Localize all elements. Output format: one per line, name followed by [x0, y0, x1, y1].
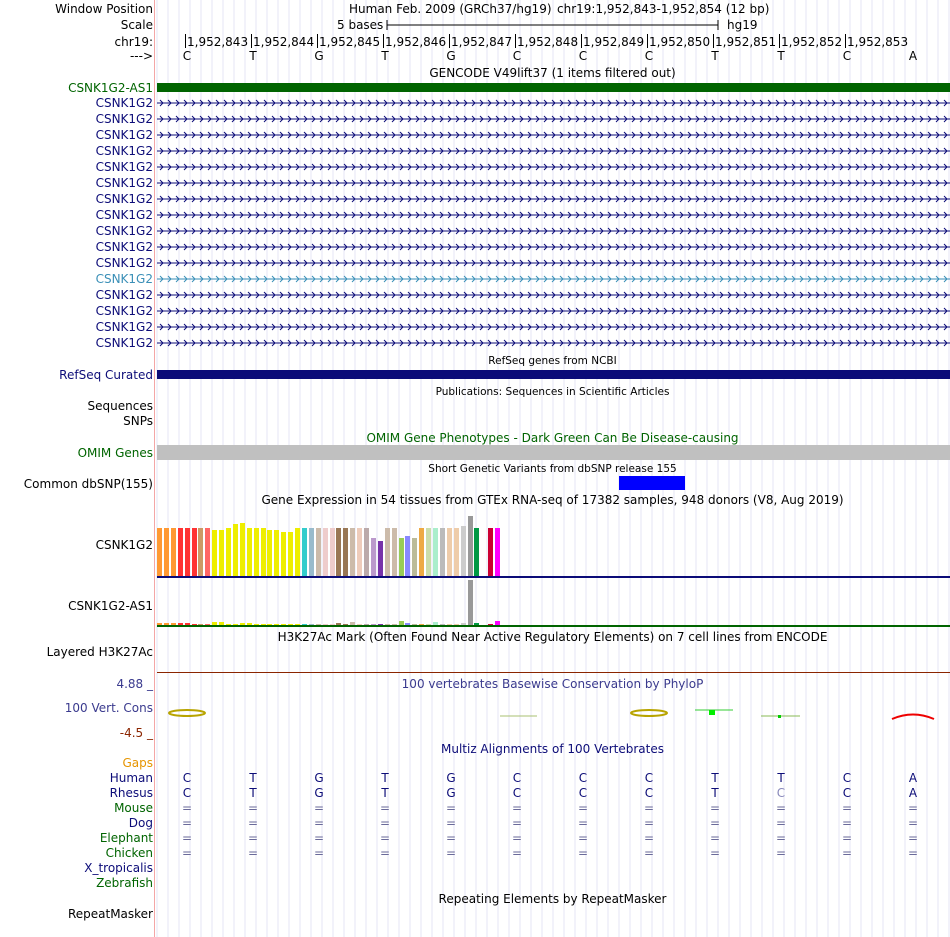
multiz-aligned-base: = — [247, 846, 259, 860]
gencode-transcript-feature[interactable] — [157, 115, 950, 123]
omim-track-title: OMIM Gene Phenotypes - Dark Green Can Be Disease-causing — [366, 431, 739, 445]
gtex-gene1-bar[interactable] — [205, 528, 210, 576]
dbsnp-label[interactable]: Common dbSNP(155) — [23, 477, 153, 491]
multiz-aligned-base: C — [578, 786, 588, 800]
multiz-aligned-base: C — [512, 786, 522, 800]
base-letter: C — [644, 49, 654, 63]
ruler-tick — [845, 34, 846, 48]
gencode-transcript-feature[interactable] — [157, 323, 950, 331]
multiz-aligned-base: T — [381, 771, 389, 785]
gencode-transcript-feature[interactable] — [157, 179, 950, 187]
gtex-gene1-bar[interactable] — [392, 528, 397, 576]
phylop-track-title: 100 vertebrates Basewise Conservation by PhyloP — [401, 677, 704, 691]
ruler-position-label: 1,952,844 — [253, 35, 315, 49]
h3k27ac-baseline — [157, 672, 950, 673]
ruler-position-label: 1,952,843 — [187, 35, 249, 49]
multiz-aligned-base: = — [511, 801, 523, 815]
gtex-gene1-bar[interactable] — [357, 528, 362, 576]
multiz-aligned-base: = — [643, 831, 655, 845]
ruler-position-label: 1,952,853 — [847, 35, 909, 49]
gencode-transcript-label[interactable]: CSNK1G2 — [95, 240, 153, 254]
gtex-gene1-bar[interactable] — [302, 528, 307, 576]
ruler-tick — [647, 34, 648, 48]
multiz-aligned-base: = — [445, 801, 457, 815]
ruler-position-label: 1,952,851 — [715, 35, 777, 49]
refseq-feature[interactable] — [157, 370, 950, 379]
multiz-aligned-base: = — [313, 831, 325, 845]
gencode-transcript-label[interactable]: CSNK1G2 — [95, 192, 153, 206]
publications-track-title: Publications: Sequences in Scientific Articles — [435, 386, 670, 398]
phylop-min-label: -4.5 _ — [119, 726, 153, 740]
multiz-aligned-base: = — [907, 801, 919, 815]
multiz-aligned-base: = — [643, 846, 655, 860]
gtex-gene1-bar[interactable] — [254, 528, 259, 576]
multiz-aligned-base: = — [181, 801, 193, 815]
gtex-gene1-bar[interactable] — [412, 538, 417, 576]
gencode-transcript-label[interactable]: CSNK1G2 — [95, 320, 153, 334]
multiz-aligned-base: = — [379, 801, 391, 815]
h3k27ac-track-title: H3K27Ac Mark (Often Found Near Active Regulatory Elements) on 7 cell lines from ENCODE — [277, 630, 828, 644]
gtex-gene1-bar[interactable] — [198, 528, 203, 576]
gencode-transcript-feature[interactable] — [157, 163, 950, 171]
scale-text: 5 bases — [337, 18, 384, 32]
gtex-gene1-bar[interactable] — [157, 528, 162, 576]
multiz-species-label[interactable]: X_tropicalis — [84, 861, 153, 875]
gtex-gene2-divider — [157, 625, 950, 627]
gtex-gene1-bar[interactable] — [371, 538, 376, 576]
gtex-gene1-bar[interactable] — [323, 528, 328, 576]
multiz-aligned-base: = — [643, 801, 655, 815]
gtex-gene1-bar[interactable] — [330, 528, 335, 576]
ruler-tick — [515, 34, 516, 48]
gencode-transcript-feature[interactable] — [157, 211, 950, 219]
gtex-gene1-bar[interactable] — [171, 528, 176, 576]
gtex-gene1-bar[interactable] — [226, 528, 231, 576]
ruler-tick — [449, 34, 450, 48]
multiz-aligned-base: C — [578, 771, 588, 785]
scale-bar — [385, 18, 725, 32]
gtex-gene1-bar[interactable] — [488, 528, 493, 576]
gtex-gene1-bar[interactable] — [192, 528, 197, 576]
gtex-gene1-divider — [157, 576, 950, 578]
gencode-transcript-feature[interactable] — [157, 243, 950, 251]
multiz-aligned-base: = — [577, 846, 589, 860]
base-letter: T — [711, 49, 719, 63]
phylop-max-label: 4.88 _ — [116, 677, 153, 691]
gencode-transcript-label[interactable]: CSNK1G2 — [95, 208, 153, 222]
gtex-gene1-label[interactable]: CSNK1G2 — [95, 538, 153, 552]
position-readout[interactable]: chr19:1,952,843-1,952,854 (12 bp) — [557, 2, 770, 16]
gtex-gene1-bar[interactable] — [447, 528, 452, 576]
gencode-transcript-label[interactable]: CSNK1G2 — [95, 336, 153, 350]
gtex-gene1-bar[interactable] — [219, 530, 224, 576]
multiz-aligned-base: = — [511, 816, 523, 830]
ruler-tick — [317, 34, 318, 48]
dbsnp-variant[interactable] — [619, 476, 685, 490]
multiz-aligned-base: = — [445, 831, 457, 845]
gtex-gene1-bar[interactable] — [405, 536, 410, 576]
gtex-gene1-bar[interactable] — [233, 524, 238, 576]
base-letter: C — [842, 49, 852, 63]
gtex-gene1-bar[interactable] — [454, 528, 459, 576]
multiz-aligned-base: = — [907, 816, 919, 830]
multiz-species-label[interactable]: Elephant — [99, 831, 153, 845]
ruler-tick — [713, 34, 714, 48]
gtex-gene1-bar[interactable] — [350, 528, 355, 576]
gencode-as1-feature[interactable] — [157, 83, 950, 92]
multiz-aligned-base: C — [842, 786, 852, 800]
multiz-aligned-base: C — [776, 786, 786, 800]
multiz-aligned-base: = — [775, 846, 787, 860]
gtex-track-title: Gene Expression in 54 tissues from GTEx RNA-seq of 17382 samples, 948 donors (V8, Aug 2019) — [261, 493, 844, 507]
multiz-aligned-base: = — [247, 801, 259, 815]
multiz-aligned-base: = — [379, 831, 391, 845]
multiz-aligned-base: G — [446, 786, 456, 800]
gencode-track-title: GENCODE V49lift37 (1 items filtered out) — [429, 66, 676, 80]
gencode-transcript-feature[interactable] — [157, 291, 950, 299]
gtex-gene1-bar[interactable] — [309, 528, 314, 576]
snps-label[interactable]: SNPs — [123, 414, 153, 428]
gtex-gene1-bar[interactable] — [247, 528, 252, 576]
gtex-gene1-bar[interactable] — [468, 516, 473, 576]
gencode-transcript-label[interactable]: CSNK1G2 — [95, 272, 153, 286]
multiz-species-label[interactable]: Chicken — [105, 846, 153, 860]
gtex-gene1-bar[interactable] — [419, 528, 424, 576]
repeatmasker-label[interactable]: RepeatMasker — [67, 907, 153, 921]
gtex-gene1-bar[interactable] — [212, 530, 217, 576]
base-letter: A — [908, 49, 918, 63]
gtex-gene1-bar[interactable] — [178, 528, 183, 576]
ruler-tick — [185, 34, 186, 48]
gencode-transcript-label[interactable]: CSNK1G2 — [95, 176, 153, 190]
multiz-aligned-base: = — [511, 846, 523, 860]
multiz-species-label[interactable]: Mouse — [114, 801, 153, 815]
gtex-gene2-label[interactable]: CSNK1G2-AS1 — [68, 599, 153, 613]
gtex-gene1-bar[interactable] — [267, 530, 272, 576]
multiz-species-label[interactable]: Rhesus — [109, 786, 153, 800]
gencode-transcript-label[interactable]: CSNK1G2 — [95, 160, 153, 174]
multiz-aligned-base: = — [841, 801, 853, 815]
base-letter: G — [446, 49, 456, 63]
gtex-gene1-bar[interactable] — [240, 523, 245, 576]
multiz-aligned-base: A — [908, 771, 918, 785]
multiz-aligned-base: C — [182, 786, 192, 800]
multiz-aligned-base: = — [775, 801, 787, 815]
multiz-aligned-base: T — [249, 786, 257, 800]
ruler-position-label: 1,952,846 — [385, 35, 447, 49]
multiz-aligned-base: = — [709, 801, 721, 815]
multiz-species-label[interactable]: Human — [109, 771, 153, 785]
strand-arrow-label: ---> — [129, 49, 153, 63]
multiz-aligned-base: = — [709, 816, 721, 830]
gencode-transcript-feature[interactable] — [157, 147, 950, 155]
gencode-transcript-feature[interactable] — [157, 339, 950, 347]
gtex-gene1-bar[interactable] — [495, 528, 500, 576]
gtex-gene1-bar[interactable] — [399, 538, 404, 576]
window-position-label: Window Position — [55, 2, 153, 16]
chr-label: chr19: — [114, 35, 153, 49]
multiz-aligned-base: T — [711, 786, 719, 800]
multiz-species-label[interactable]: Zebrafish — [96, 876, 153, 890]
gtex-gene1-bar[interactable] — [185, 528, 190, 576]
multiz-gaps-label[interactable]: Gaps — [122, 756, 153, 770]
ruler-position-label: 1,952,852 — [781, 35, 843, 49]
gtex-gene1-bar[interactable] — [343, 528, 348, 576]
multiz-aligned-base: = — [577, 816, 589, 830]
multiz-aligned-base: C — [182, 771, 192, 785]
multiz-species-label[interactable]: Dog — [128, 816, 153, 830]
gencode-transcript-feature[interactable] — [157, 275, 950, 283]
base-letter: T — [249, 49, 257, 63]
multiz-aligned-base: T — [777, 771, 785, 785]
multiz-aligned-base: = — [907, 846, 919, 860]
multiz-aligned-base: T — [381, 786, 389, 800]
gtex-gene1-bar[interactable] — [261, 528, 266, 576]
multiz-aligned-base: = — [247, 831, 259, 845]
gencode-transcript-label[interactable]: CSNK1G2 — [95, 144, 153, 158]
omim-feature[interactable] — [157, 445, 950, 460]
gtex-gene1-bar[interactable] — [295, 528, 300, 576]
gtex-gene2-bar[interactable] — [468, 580, 473, 625]
multiz-aligned-base: = — [247, 816, 259, 830]
gencode-transcript-label[interactable]: CSNK1G2 — [95, 224, 153, 238]
gencode-transcript-feature[interactable] — [157, 227, 950, 235]
multiz-aligned-base: = — [313, 801, 325, 815]
multiz-aligned-base: = — [643, 816, 655, 830]
multiz-aligned-base: = — [577, 831, 589, 845]
multiz-aligned-base: = — [775, 831, 787, 845]
multiz-track-title: Multiz Alignments of 100 Vertebrates — [440, 742, 665, 756]
multiz-aligned-base: G — [446, 771, 456, 785]
gtex-gene1-bar[interactable] — [474, 528, 479, 576]
repeatmasker-track-title: Repeating Elements by RepeatMasker — [438, 892, 667, 906]
gtex-gene1-bar[interactable] — [288, 532, 293, 576]
gencode-transcript-label[interactable]: CSNK1G2 — [95, 112, 153, 126]
gtex-gene1-bar[interactable] — [281, 532, 286, 576]
gencode-transcript-label[interactable]: CSNK1G2 — [95, 96, 153, 110]
ruler-position-label: 1,952,849 — [583, 35, 645, 49]
assembly-title: Human Feb. 2009 (GRCh37/hg19) — [349, 2, 552, 16]
ruler-tick — [779, 34, 780, 48]
multiz-aligned-base: = — [577, 801, 589, 815]
multiz-aligned-base: G — [314, 786, 324, 800]
gtex-gene1-bar[interactable] — [316, 528, 321, 576]
gencode-as1-label[interactable]: CSNK1G2-AS1 — [68, 81, 153, 95]
base-letter: C — [578, 49, 588, 63]
gtex-gene1-bar[interactable] — [336, 528, 341, 576]
multiz-aligned-base: T — [249, 771, 257, 785]
multiz-aligned-base: = — [181, 831, 193, 845]
dbsnp-track-title: Short Genetic Variants from dbSNP release 155 — [428, 463, 677, 475]
multiz-aligned-base: C — [842, 771, 852, 785]
ruler-position-label: 1,952,847 — [451, 35, 513, 49]
multiz-aligned-base: T — [711, 771, 719, 785]
gtex-gene1-bar[interactable] — [461, 526, 466, 576]
multiz-aligned-base: G — [314, 771, 324, 785]
scale-label: Scale — [120, 18, 153, 32]
multiz-aligned-base: = — [841, 831, 853, 845]
ruler-position-label: 1,952,845 — [319, 35, 381, 49]
gtex-gene1-bar[interactable] — [385, 528, 390, 576]
multiz-aligned-base: A — [908, 786, 918, 800]
gencode-transcript-label[interactable]: CSNK1G2 — [95, 288, 153, 302]
h3k27ac-label[interactable]: Layered H3K27Ac — [46, 645, 153, 659]
gencode-transcript-label[interactable]: CSNK1G2 — [95, 128, 153, 142]
phylop-signal[interactable] — [155, 700, 950, 728]
ruler-tick — [251, 34, 252, 48]
base-letter: C — [182, 49, 192, 63]
base-letter: T — [381, 49, 389, 63]
ruler-position-label: 1,952,848 — [517, 35, 579, 49]
gencode-transcript-feature[interactable] — [157, 131, 950, 139]
refseq-track-title: RefSeq genes from NCBI — [488, 355, 617, 367]
gtex-gene1-bar[interactable] — [378, 541, 383, 576]
ruler-position-label: 1,952,850 — [649, 35, 711, 49]
multiz-aligned-base: = — [181, 816, 193, 830]
multiz-aligned-base: = — [445, 816, 457, 830]
omim-label[interactable]: OMIM Genes — [77, 446, 153, 460]
gencode-transcript-feature[interactable] — [157, 195, 950, 203]
base-letter: T — [777, 49, 785, 63]
gencode-transcript-feature[interactable] — [157, 259, 950, 267]
db-label: hg19 — [727, 18, 758, 32]
multiz-aligned-base: = — [709, 846, 721, 860]
gencode-transcript-feature[interactable] — [157, 99, 950, 107]
refseq-label[interactable]: RefSeq Curated — [59, 368, 153, 382]
multiz-aligned-base: C — [644, 771, 654, 785]
multiz-aligned-base: = — [445, 846, 457, 860]
gtex-gene1-bar[interactable] — [426, 528, 431, 576]
sequences-label[interactable]: Sequences — [87, 399, 153, 413]
phylop-label[interactable]: 100 Vert. Cons — [64, 701, 153, 715]
multiz-aligned-base: = — [775, 816, 787, 830]
multiz-aligned-base: = — [313, 816, 325, 830]
ruler-tick — [383, 34, 384, 48]
multiz-aligned-base: = — [511, 831, 523, 845]
multiz-aligned-base: = — [907, 831, 919, 845]
gtex-gene1-bar[interactable] — [364, 528, 369, 576]
multiz-aligned-base: = — [181, 846, 193, 860]
multiz-aligned-base: = — [313, 846, 325, 860]
multiz-aligned-base: = — [709, 831, 721, 845]
base-letter: G — [314, 49, 324, 63]
gtex-gene1-bar[interactable] — [440, 528, 445, 576]
gencode-transcript-label[interactable]: CSNK1G2 — [95, 256, 153, 270]
base-letter: C — [512, 49, 522, 63]
gencode-transcript-label[interactable]: CSNK1G2 — [95, 304, 153, 318]
multiz-aligned-base: = — [841, 816, 853, 830]
gtex-gene1-bar[interactable] — [433, 528, 438, 576]
gtex-gene1-bar[interactable] — [164, 528, 169, 576]
multiz-aligned-base: = — [379, 846, 391, 860]
ruler-tick — [581, 34, 582, 48]
multiz-aligned-base: C — [512, 771, 522, 785]
multiz-aligned-base: = — [841, 846, 853, 860]
gencode-transcript-feature[interactable] — [157, 307, 950, 315]
gtex-gene1-bar[interactable] — [274, 530, 279, 576]
multiz-aligned-base: C — [644, 786, 654, 800]
multiz-aligned-base: = — [379, 816, 391, 830]
